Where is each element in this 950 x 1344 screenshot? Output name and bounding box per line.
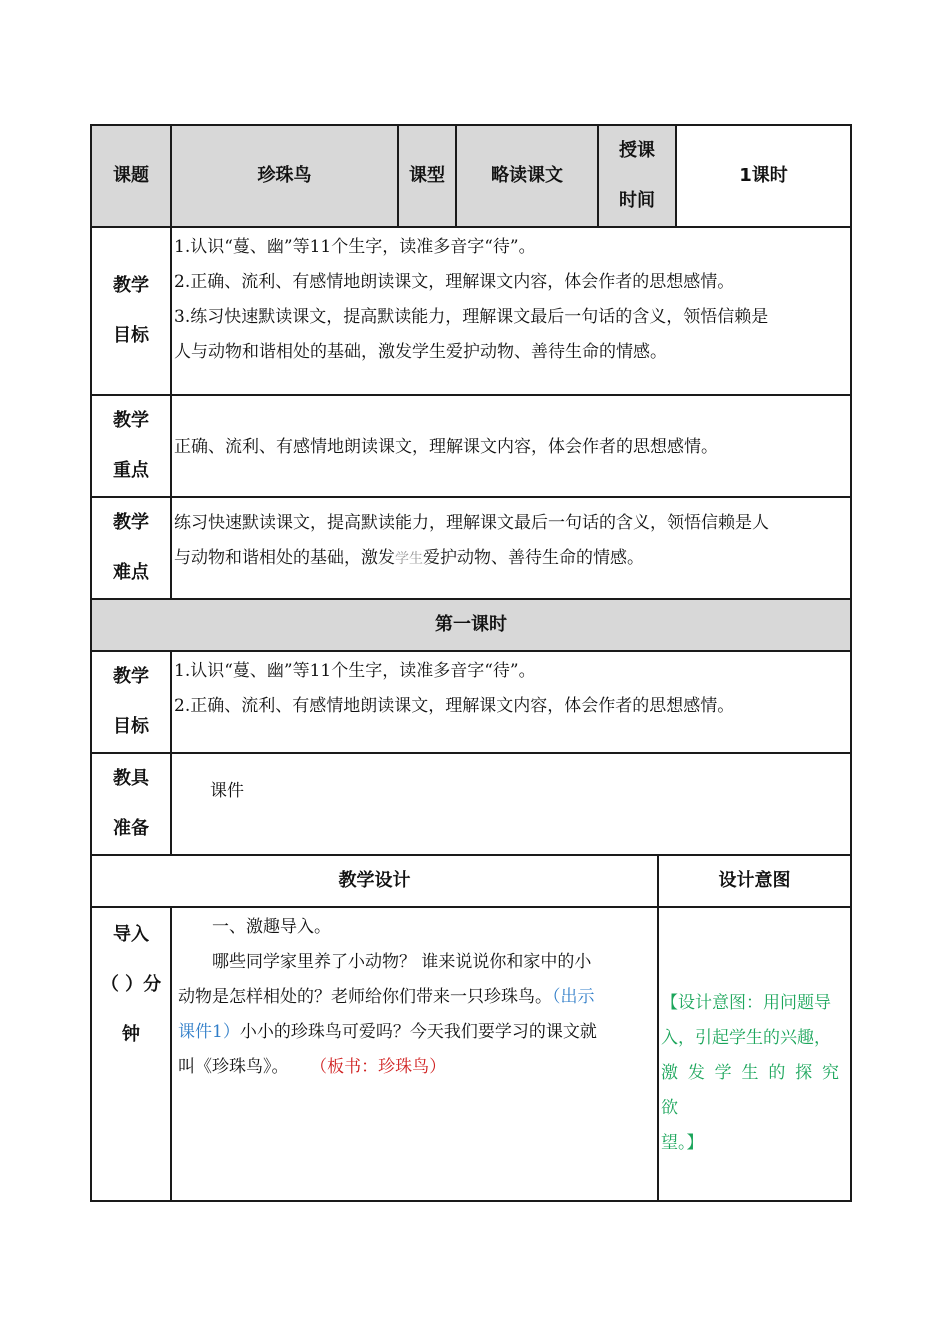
lesson1-goal-item: 2.正确、流利、有感情地朗读课文，理解课文内容，体会作者的思想感情。 <box>174 696 735 716</box>
lesson1-title: 第一课时 <box>91 599 851 651</box>
topic-value: 珍珠鸟 <box>171 125 398 227</box>
intro-heading: 一、激趣导入。 <box>212 917 331 937</box>
prep-label: 教具 准备 <box>91 753 171 855</box>
intro-row <box>91 907 851 1201</box>
header-row <box>91 125 851 227</box>
prep-row <box>91 753 851 855</box>
board-note: （板书：珍珠鸟） <box>310 1057 447 1077</box>
difficulties-content: 练习快速默读课文，提高默读能力，理解课文最后一句话的含义，领悟信赖是人 与动物和谐相处的基础，激发学生爱护动物、善待生命的情感。 <box>171 497 851 599</box>
lesson1-title-row <box>91 599 851 651</box>
lesson1-goals-label: 教学 目标 <box>91 651 171 753</box>
difficulties-row <box>91 497 851 599</box>
lesson1-goals-row <box>91 651 851 753</box>
goals-row <box>91 227 851 395</box>
design-header-row <box>91 855 851 907</box>
prep-content: 课件 <box>171 753 851 855</box>
hours-value: 1课时 <box>676 125 851 227</box>
key-points-content: 正确、流利、有感情地朗读课文，理解课文内容，体会作者的思想感情。 <box>171 395 851 497</box>
intro-content: 一、激趣导入。 哪些同学家里养了小动物？ 谁来说说你和家中的小 动物是怎样相处的？老师给你们带来一只珍珠鸟。（出示 课件1）小小的珍珠鸟可爱吗？今天我们要学习的课文就 叫《珍珠鸟》。 （板书：珍珠鸟） <box>171 907 658 1201</box>
time-label: 授课 时间 <box>598 125 676 227</box>
goals-content <box>171 227 851 395</box>
goals-label: 教学 目标 <box>91 227 171 395</box>
design-table <box>90 854 852 1202</box>
key-points-row <box>91 395 851 497</box>
intro-label: 导入 （ ）分 钟 <box>91 907 171 1201</box>
lesson-plan-page <box>90 124 850 1202</box>
type-label: 课型 <box>398 125 456 227</box>
key-points-label: 教学 重点 <box>91 395 171 497</box>
intent-header: 设计意图 <box>658 855 851 907</box>
goal-item: 1.认识“蔓、幽”等11个生字，读准多音字“待”。 <box>174 237 536 257</box>
goal-item: 2.正确、流利、有感情地朗读课文，理解课文内容，体会作者的思想感情。 <box>174 272 735 292</box>
type-value: 略读课文 <box>456 125 598 227</box>
lesson1-goal-item: 1.认识“蔓、幽”等11个生字，读准多音字“待”。 <box>174 661 536 681</box>
goal-item: 人与动物和谐相处的基础，激发学生爱护动物、善待生命的情感。 <box>174 342 667 362</box>
lesson-plan-table <box>90 124 852 856</box>
intro-intent: 【设计意图：用问题导 入，引起学生的兴趣， 激发学生的探究欲 望。】 <box>658 907 851 1201</box>
design-header: 教学设计 <box>91 855 658 907</box>
topic-label: 课题 <box>91 125 171 227</box>
lesson1-goals-content <box>171 651 851 753</box>
goal-item: 3.练习快速默读课文，提高默读能力，理解课文最后一句话的含义，领悟信赖是 <box>174 307 769 327</box>
difficulties-label: 教学 难点 <box>91 497 171 599</box>
